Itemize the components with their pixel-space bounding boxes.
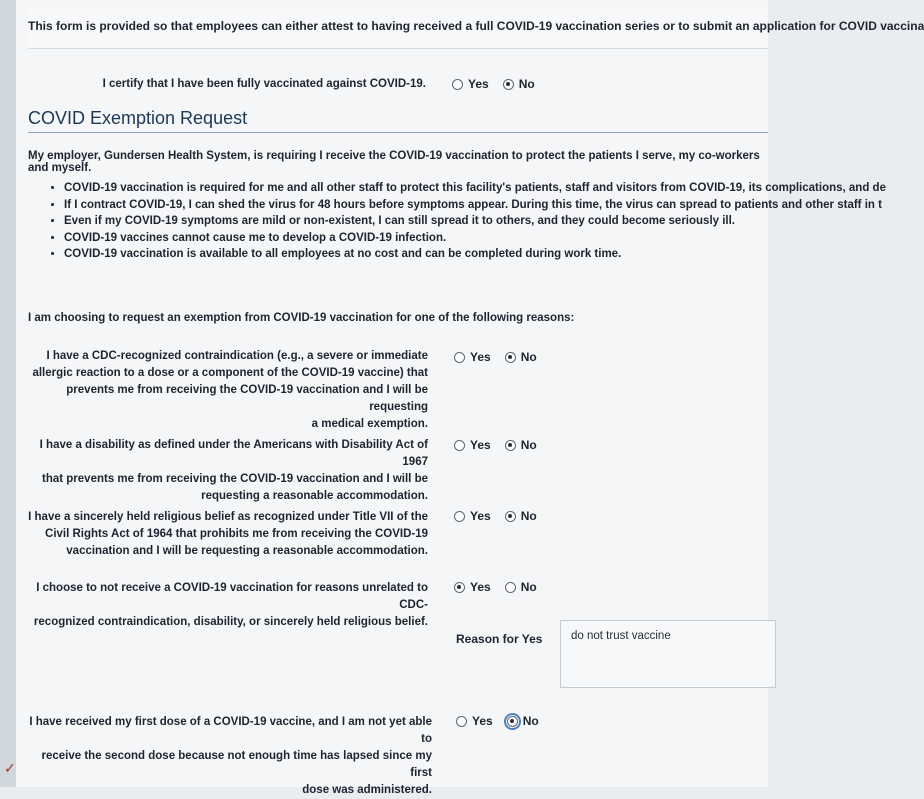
reason-2-no-label: No bbox=[520, 438, 537, 452]
reason-4-label bbox=[26, 580, 428, 631]
reason-1-no-option[interactable] bbox=[505, 350, 537, 364]
reason-1-no-radio[interactable] bbox=[505, 352, 516, 363]
reason-1-no-label: No bbox=[520, 350, 537, 364]
reason-1-radio-group bbox=[454, 350, 545, 364]
attest-question: I certify that I have been fully vaccinated against COVID-19. bbox=[102, 78, 426, 90]
reason-1-label bbox=[26, 348, 428, 433]
reason-3-line: I have a sincerely held religious belief as recognized under Title VII of the bbox=[28, 511, 428, 523]
reason-3-yes-option[interactable] bbox=[454, 509, 491, 523]
reason-2-yes-label: Yes bbox=[470, 438, 491, 452]
attest-no-radio[interactable] bbox=[503, 79, 514, 90]
reason-3-no-radio[interactable] bbox=[505, 511, 516, 522]
reason-1-yes-option[interactable] bbox=[454, 350, 491, 364]
intro-text: This form is provided so that employees can either attest to having received a full COVID-19 vaccination series or to submit an application for COVID vaccina bbox=[28, 8, 768, 49]
reason-3-no-label: No bbox=[520, 509, 537, 523]
employer-statement: My employer, Gundersen Health System, is requiring I receive the COVID-19 vaccination to protect the patients I serve, my co-workers and myself. bbox=[28, 150, 760, 174]
attest-yes-option[interactable] bbox=[452, 77, 489, 91]
reason-3-yes-radio[interactable] bbox=[454, 511, 465, 522]
reason-for-yes-input[interactable]: do not trust vaccine bbox=[560, 620, 776, 688]
reason-2-no-radio[interactable] bbox=[505, 440, 516, 451]
reason-4-yes-option[interactable] bbox=[454, 580, 491, 594]
reason-4-yes-radio[interactable] bbox=[454, 582, 465, 593]
attest-no-option[interactable] bbox=[503, 77, 535, 91]
reason-1-line: a medical exemption. bbox=[311, 418, 428, 430]
reason-4-yes-label: Yes bbox=[470, 580, 491, 594]
reason-5-line: receive the second dose because not enough time has lapsed since my first bbox=[41, 750, 432, 779]
reason-3-radio-group bbox=[454, 509, 545, 523]
attest-radio-group bbox=[452, 77, 543, 91]
reason-4-line: I choose to not receive a COVID-19 vaccination for reasons unrelated to CDC- bbox=[36, 582, 428, 611]
reason-1-line: prevents me from receiving the COVID-19 vaccination and I will be requesting bbox=[66, 384, 428, 413]
section-title: COVID Exemption Request bbox=[28, 108, 248, 128]
reason-4-no-option[interactable] bbox=[505, 580, 537, 594]
reason-1-line: allergic reaction to a dose or a component of the COVID-19 vaccine) that bbox=[32, 367, 428, 379]
reason-2-radio-group bbox=[454, 438, 545, 452]
bullet-item: • Even if my COVID-19 symptoms are mild or non-existent, I can still spread it to others, and they could become seriously ill. bbox=[64, 213, 886, 230]
reason-4-no-label: No bbox=[520, 580, 537, 594]
reason-4-no-radio[interactable] bbox=[505, 582, 516, 593]
reason-5-radio-group bbox=[456, 714, 547, 728]
reason-1-yes-radio[interactable] bbox=[454, 352, 465, 363]
reason-3-label bbox=[26, 509, 428, 560]
reason-for-yes-label: Reason for Yes bbox=[456, 632, 543, 646]
form-page bbox=[16, 0, 924, 796]
bullet-item: • COVID-19 vaccination is required for me and all other staff to protect this facility's patients, staff and visitors from COVID-19, its complications, and de bbox=[64, 180, 886, 197]
bullet-item: • COVID-19 vaccines cannot cause me to develop a COVID-19 infection. bbox=[64, 230, 886, 247]
reason-2-line: that prevents me from receiving the COVID-19 vaccination and I will be bbox=[42, 473, 428, 485]
attest-no-label: No bbox=[518, 77, 535, 91]
exemption-prompt: I am choosing to request an exemption from COVID-19 vaccination for one of the following reasons: bbox=[28, 312, 575, 324]
reason-2-line: I have a disability as defined under the Americans with Disability Act of 1967 bbox=[39, 439, 428, 468]
reason-4-line: recognized contraindication, disability, or sincerely held religious belief. bbox=[33, 616, 428, 628]
reason-5-no-label: No bbox=[522, 714, 539, 728]
attest-yes-radio[interactable] bbox=[452, 79, 463, 90]
reason-5-label bbox=[26, 714, 432, 799]
reason-5-no-option[interactable] bbox=[507, 714, 539, 728]
reason-5-line: dose was administered. bbox=[302, 784, 432, 796]
reason-4-radio-group bbox=[454, 580, 545, 594]
reason-5-yes-option[interactable] bbox=[456, 714, 493, 728]
reason-5-yes-radio[interactable] bbox=[456, 716, 467, 727]
reason-3-line: Civil Rights Act of 1964 that prohibits me from receiving the COVID-19 bbox=[45, 528, 428, 540]
reason-2-label bbox=[26, 437, 428, 505]
reason-2-no-option[interactable] bbox=[505, 438, 537, 452]
reason-3-line: vaccination and I will be requesting a reasonable accommodation. bbox=[66, 545, 428, 557]
left-margin bbox=[0, 0, 16, 787]
reason-5-yes-label: Yes bbox=[472, 714, 493, 728]
bullet-item: • COVID-19 vaccination is available to all employees at no cost and can be completed during work time. bbox=[64, 246, 886, 263]
bullet-item: • If I contract COVID-19, I can shed the virus for 48 hours before symptoms appear. During this time, the virus can spread to patients and other staff in t bbox=[64, 197, 886, 214]
reason-3-yes-label: Yes bbox=[470, 509, 491, 523]
reason-1-line: I have a CDC-recognized contraindication (e.g., a severe or immediate bbox=[46, 350, 428, 362]
reason-1-yes-label: Yes bbox=[470, 350, 491, 364]
checkmark-icon: ✓ bbox=[4, 760, 16, 776]
reason-2-line: requesting a reasonable accommodation. bbox=[201, 490, 428, 502]
section-divider bbox=[28, 132, 768, 133]
reason-5-line: I have received my first dose of a COVID-19 vaccine, and I am not yet able to bbox=[29, 716, 432, 745]
reason-5-no-radio[interactable] bbox=[507, 716, 518, 727]
reason-3-no-option[interactable] bbox=[505, 509, 537, 523]
bullet-list bbox=[46, 180, 886, 263]
reason-2-yes-radio[interactable] bbox=[454, 440, 465, 451]
reason-2-yes-option[interactable] bbox=[454, 438, 491, 452]
attest-yes-label: Yes bbox=[468, 77, 489, 91]
